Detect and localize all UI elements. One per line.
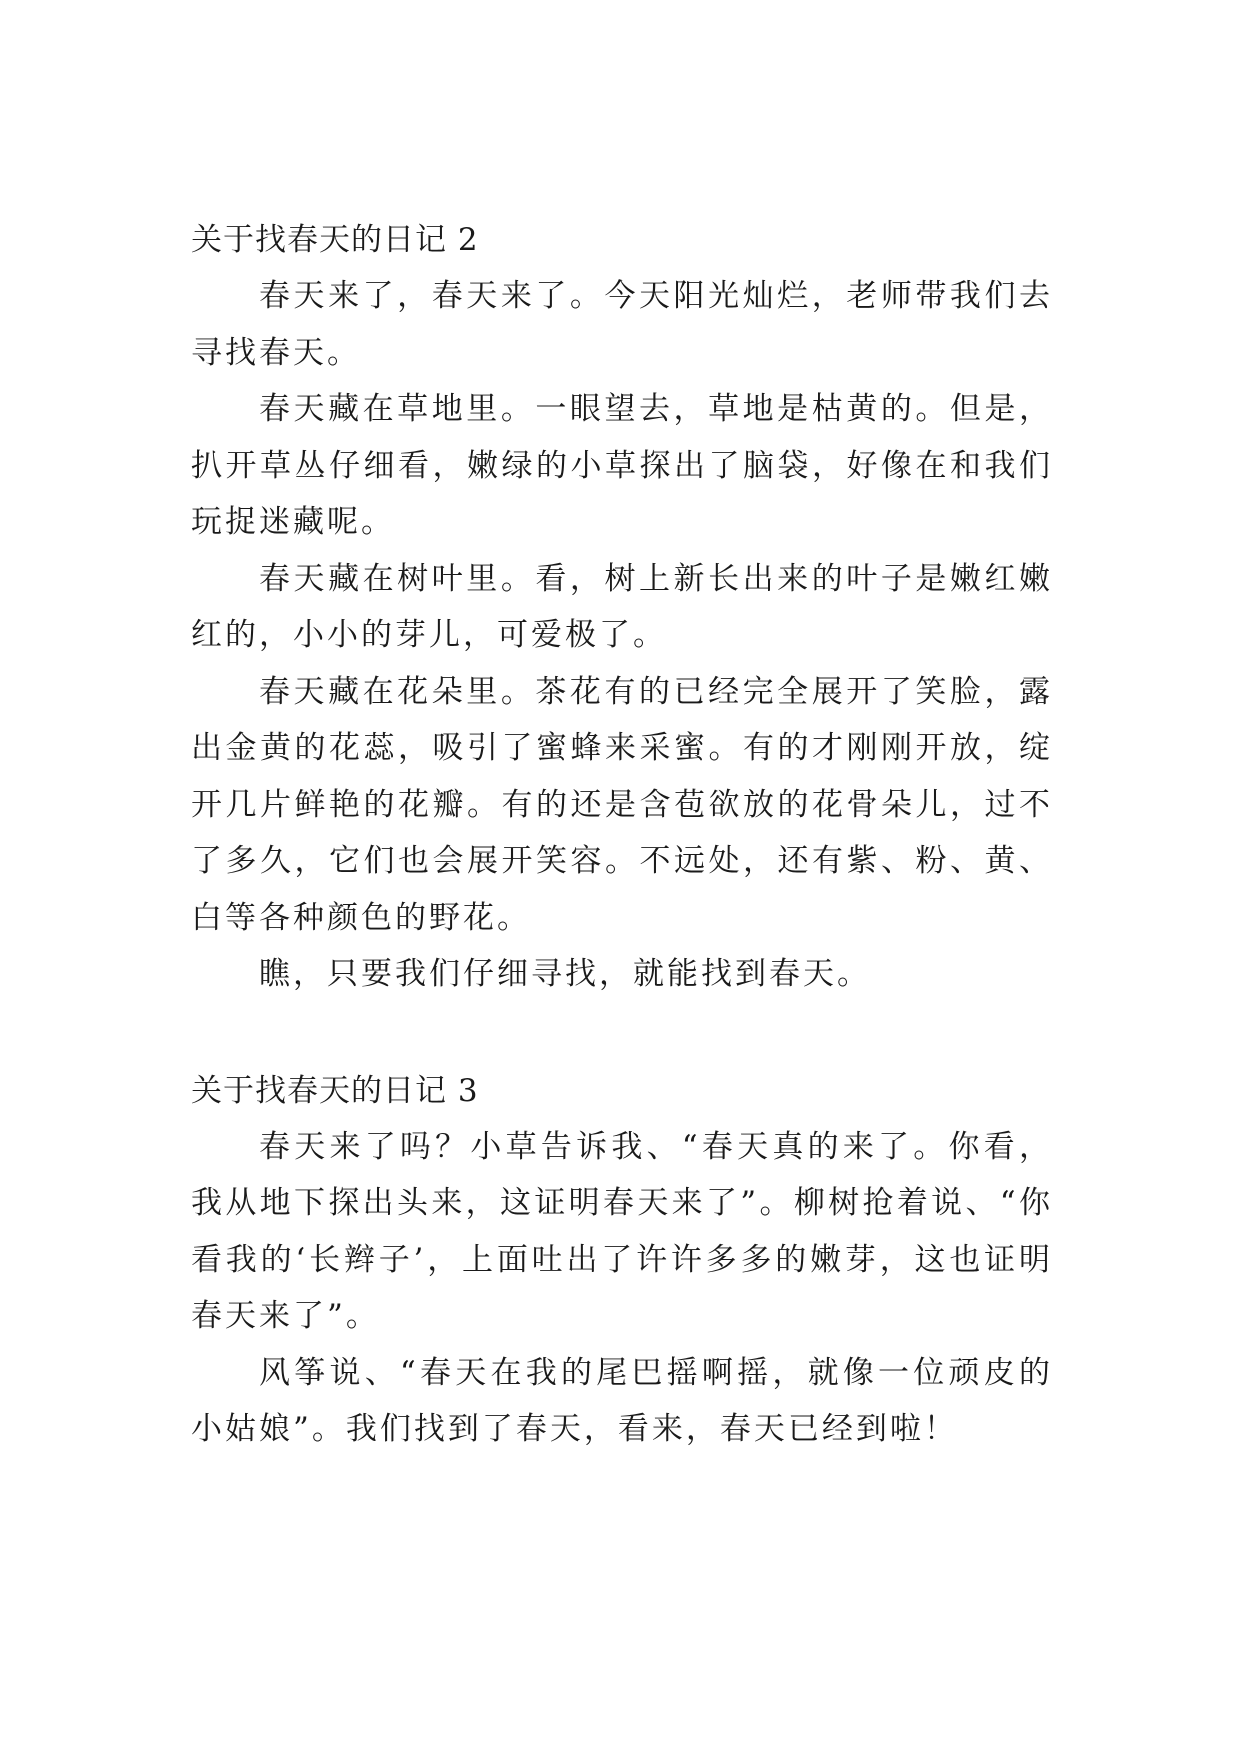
diary-paragraph: 春天来了，春天来了。今天阳光灿烂，老师带我们去寻找春天。 <box>191 278 1053 371</box>
document-page <box>191 212 1053 1458</box>
diary-entry-3 <box>191 1063 1053 1458</box>
diary-paragraph: 风筝说、“春天在我的尾巴摇啊摇，就像一位顽皮的小姑娘”。我们找到了春天，看来，春天已经到啦！ <box>191 1354 1053 1447</box>
diary-title: 关于找春天的日记 3 <box>191 1072 479 1109</box>
diary-title: 关于找春天的日记 2 <box>191 222 479 258</box>
diary-paragraph: 春天藏在草地里。一眼望去，草地是枯黄的。但是，扒开草丛仔细看，嫩绿的小草探出了脑袋，好像在和我们玩捉迷藏呢。 <box>191 391 1053 540</box>
diary-entry-2 <box>191 212 1053 1003</box>
diary-paragraph: 春天来了吗？小草告诉我、“春天真的来了。你看，我从地下探出头来，这证明春天来了”。柳树抢着说、“你看我的‘长辫子’，上面吐出了许许多多的嫩芽，这也证明春天来了”。 <box>191 1128 1053 1334</box>
diary-paragraph: 春天藏在树叶里。看，树上新长出来的叶子是嫩红嫩红的，小小的芽儿，可爱极了。 <box>191 560 1053 653</box>
diary-paragraph: 春天藏在花朵里。茶花有的已经完全展开了笑脸，露出金黄的花蕊，吸引了蜜蜂来采蜜。有的才刚刚开放，绽开几片鲜艳的花瓣。有的还是含苞欲放的花骨朵儿，过不了多久，它们也会展开笑容。不远处，还有紫、粉、黄、白等各种颜色的野花。 <box>191 673 1053 936</box>
diary-paragraph: 瞧，只要我们仔细寻找，就能找到春天。 <box>259 956 871 992</box>
